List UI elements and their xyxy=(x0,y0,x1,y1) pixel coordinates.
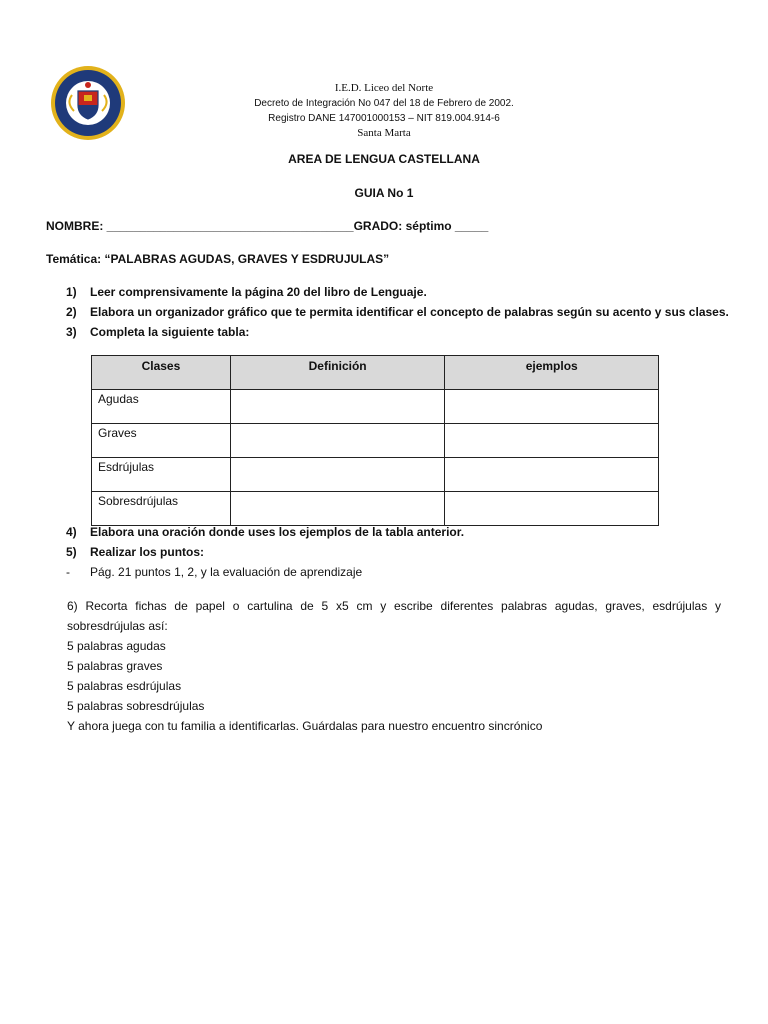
item-bullet: - xyxy=(66,565,70,579)
class-cell: Sobresdrújulas xyxy=(92,492,231,526)
point-six-line: 5 palabras sobresdrújulas xyxy=(67,699,205,713)
instructions-list-after xyxy=(66,522,464,582)
definition-cell[interactable] xyxy=(230,492,445,526)
point-six-line: 5 palabras graves xyxy=(67,659,163,673)
examples-cell[interactable] xyxy=(445,424,659,458)
classification-table xyxy=(91,355,659,526)
examples-cell[interactable] xyxy=(445,458,659,492)
point-six-line: 6) Recorta fichas de papel o cartulina de 5 x5 cm y escribe diferentes palabras agudas, graves, esdrújulas y xyxy=(67,599,721,613)
city-line: Santa Marta xyxy=(357,127,411,139)
definition-cell[interactable] xyxy=(230,424,445,458)
table-row xyxy=(92,458,659,492)
table-row xyxy=(92,390,659,424)
list-item xyxy=(66,542,464,562)
point-six-line: 5 palabras agudas xyxy=(67,639,166,653)
item-number: 4) xyxy=(66,525,77,539)
definition-cell[interactable] xyxy=(230,458,445,492)
registry-line: Registro DANE 147001000153 – NIT 819.004.914-6 xyxy=(268,113,500,124)
area-title: AREA DE LENGUA CASTELLANA xyxy=(288,152,480,166)
table-header-row xyxy=(92,356,659,390)
theme-line: Temática: “PALABRAS AGUDAS, GRAVES Y ESDRUJULAS” xyxy=(46,252,390,266)
guide-title: GUIA No 1 xyxy=(354,186,414,200)
school-header xyxy=(0,81,768,140)
item-text: Pág. 21 puntos 1, 2, y la evaluación de aprendizaje xyxy=(90,565,363,579)
item-text: Elabora una oración donde uses los ejemplos de la tabla anterior. xyxy=(90,525,465,539)
name-grade-line: NOMBRE: _____________________________________GRADO: séptimo _____ xyxy=(46,219,489,233)
point-six-line: 5 palabras esdrújulas xyxy=(67,679,182,693)
list-item xyxy=(66,522,464,542)
definition-cell[interactable] xyxy=(230,390,445,424)
list-item xyxy=(66,322,729,342)
item-number: 5) xyxy=(66,545,77,559)
point-six-line: sobresdrújulas así: xyxy=(67,619,168,633)
item-text: Completa la siguiente tabla: xyxy=(90,325,250,339)
class-cell: Esdrújulas xyxy=(92,458,231,492)
column-header-clases: Clases xyxy=(92,356,231,390)
item-number: 1) xyxy=(66,285,77,299)
instructions-list xyxy=(66,282,729,342)
point-six-block xyxy=(67,596,721,736)
item-number: 2) xyxy=(66,305,77,319)
class-cell: Graves xyxy=(92,424,231,458)
column-header-ejemplos: ejemplos xyxy=(445,356,659,390)
table-row xyxy=(92,424,659,458)
list-item xyxy=(66,302,729,322)
column-header-definicion: Definición xyxy=(230,356,445,390)
item-text: Elabora un organizador gráfico que te permita identificar el concepto de palabras según su acento y sus clases. xyxy=(90,305,729,319)
examples-cell[interactable] xyxy=(445,492,659,526)
item-text: Leer comprensivamente la página 20 del libro de Lenguaje. xyxy=(90,285,427,299)
item-number: 3) xyxy=(66,325,77,339)
list-item xyxy=(66,562,464,582)
decree-line: Decreto de Integración No 047 del 18 de Febrero de 2002. xyxy=(254,98,514,109)
institution-name: I.E.D. Liceo del Norte xyxy=(334,82,434,94)
point-six-line: Y ahora juega con tu familia a identificarlas. Guárdalas para nuestro encuentro sincrónico xyxy=(67,719,543,733)
class-cell: Agudas xyxy=(92,390,231,424)
item-text: Realizar los puntos: xyxy=(90,545,205,559)
examples-cell[interactable] xyxy=(445,390,659,424)
table-row xyxy=(92,492,659,526)
list-item xyxy=(66,282,729,302)
